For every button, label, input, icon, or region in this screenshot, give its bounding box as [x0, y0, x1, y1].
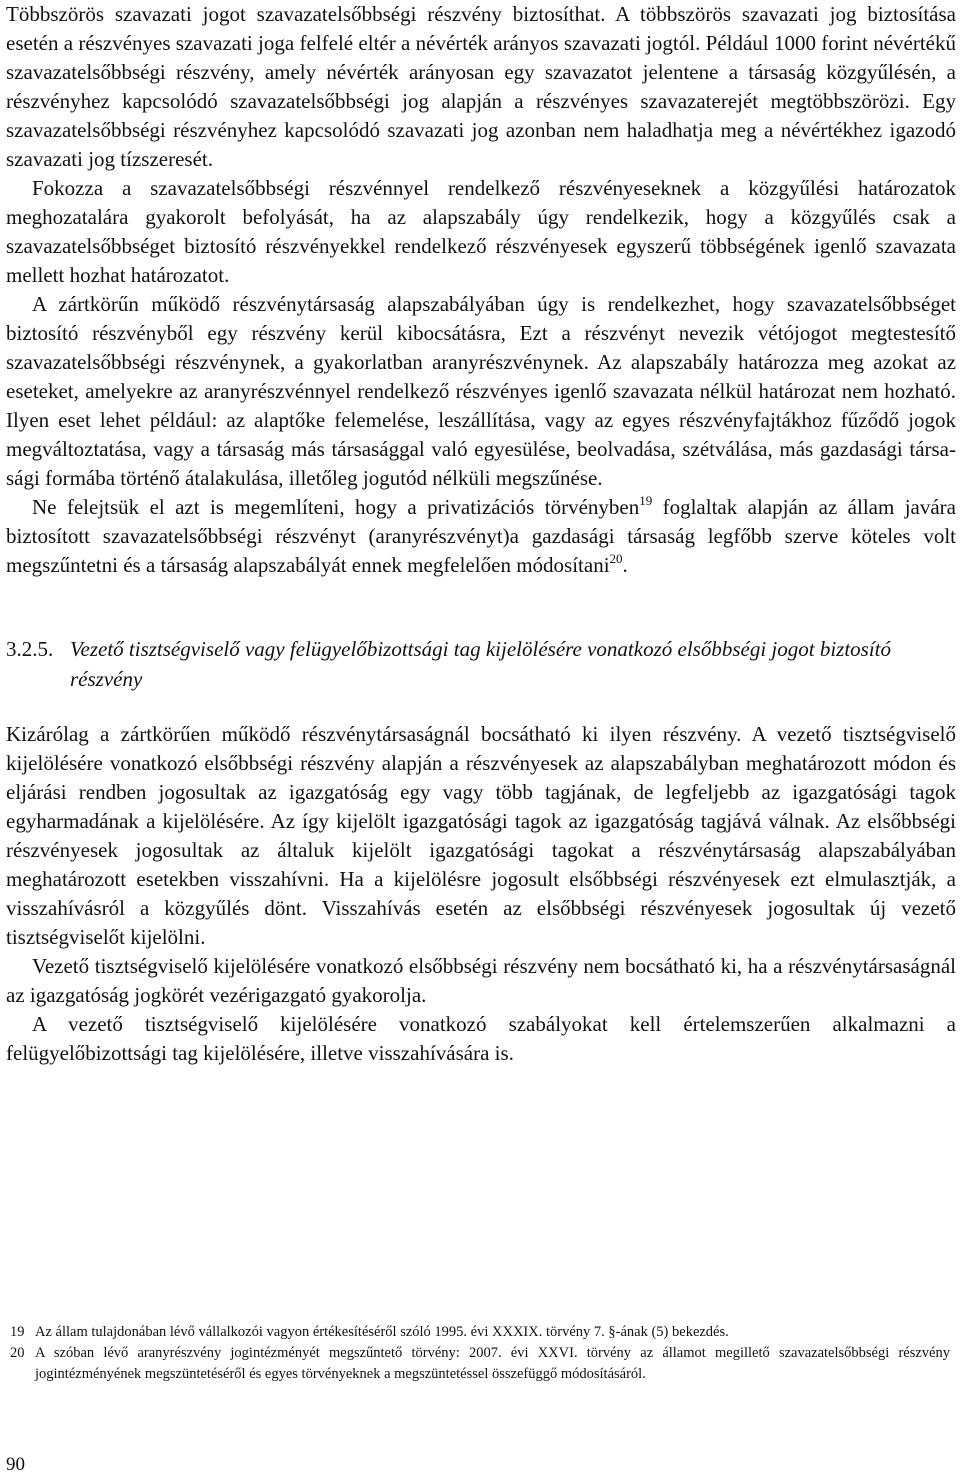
footnote-20 — [10, 1343, 950, 1385]
privatization-text-part1: Ne felejtsük el azt is megemlíteni, hogy a privatizációs törvényben — [32, 495, 640, 519]
paragraph-supervisory-board: A vezető tisztségviselő kijelölésére vonatkozó szabályokat kell értelemszerűen alkalmazni a felügyelőbizottsági tag kijelölésére, illetve visszahívására is. — [6, 1012, 956, 1065]
footnote-ref-19[interactable]: 19 — [639, 493, 653, 508]
paragraph-privatization-law — [6, 493, 956, 580]
footnote-number: 20 — [10, 1345, 25, 1361]
section-title: Vezető tisztségviselő vagy felügyelőbizottsági tag kijelölésére vonatkozó elsőbbségi jogot biztosító részvény — [70, 637, 892, 691]
privatization-text-part2: foglaltak alapján az állam javára biztosított szavazatelsőbbségi részvényt (aranyrészvényt)a gazdasági társaság legfőbb szerve köteles volt megszűntetni és a társaság alapszabályát ennek megfelelően módosítani — [6, 495, 956, 577]
section-heading — [6, 634, 956, 694]
paragraph-golden-share: A zártkörűn működő részvénytársaság alapszabályában úgy is rendelkezhet, hogy szavazatelsőbbséget biztosító részvényből egy részvény kerül kibocsátásra, Ezt a részvényt nevezik vétójogot megtestesítő szavazatelsőbbségi részvénynek, a gyakorlatban aranyrészvénynek. Az alapszabály határozza meg azokat az eseteket, amelyekre az aranyrészvénnyel rendelkező részvényes igenlő szavazata nélkül határozat nem hozható. Ilyen eset lehet például: az alaptőke felemelése, leszállítása, vagy az egyes részvényfajtákhoz fűződő jogok megváltoztatása, vagy a társaság más társasággal való egyesülése, beolvadása, szétválása, más gazdasági társasági formába történő átalakulása, illetőleg jogutód nélküli megszűnése. — [6, 292, 956, 490]
footnote-text: Az állam tulajdonában lévő vállalkozói vagyon értékesítéséről szóló 1995. évi XXXIX. törvény 7. §-ának (5) bekezdés. — [35, 1324, 729, 1340]
body-text-top — [6, 0, 956, 580]
document-page — [6, 0, 956, 1068]
footnote-ref-20[interactable]: 20 — [609, 551, 623, 566]
section-number: 3.2.5. — [6, 637, 54, 661]
paragraph-director-appointment: Kizárólag a zártkörűen működő részvénytársaságnál bocsátható ki ilyen részvény. A vezető tisztségviselő kijelölésére vonatkozó elsőbbségi részvény alapján a részvényesek az alapszabályban meghatározott módon és eljárási rendben jogosultak az igazgatóság egy vagy több tagjának, de legfeljebb az igazgatósági tagok egyharmadának a kijelölésére. Az így kijelölt igazgatósági tagok az igazgatóság tagjává válnak. Az elsőbbségi részvényesek jogosultak az általuk kijelölt igazgatósági tagokat a részvénytársaság alapszabályában meghatározott esetekben visszahívni. Ha a kijelölésre jogosult elsőbbségi részvényesek ezt elmulasztják, a visszahívásról a közgyűlés dönt. Visszahívás esetén az elsőbbségi részvényesek jogosultak új vezető tisztségviselőt kijelölni. — [6, 722, 956, 949]
footnote-number: 19 — [10, 1324, 25, 1340]
body-text-section — [6, 720, 956, 1068]
page-number: 90 — [6, 1454, 25, 1475]
paragraph-voting-preference-influence: Fokozza a szavazatelsőbbségi részvénnyel rendelkező részvényeseknek a közgyűlési határozatok meghozatalára gyakorolt befolyását, ha az alapszabály úgy rendelkezik, hogy a közgyűlés csak a szavazatelsőbbséget biztosító részvényekkel rendelkező részvényesek egyszerű többségének igenlő szavazata mellett hozhat határozatot. — [6, 176, 956, 287]
paragraph-multiple-voting-rights: Többszörös szavazati jogot szavazatelsőbbségi részvény biztosíthat. A többszörös szavazati jog biztosítása esetén a részvényes szavazati joga felfelé eltér a névérték arányos szavazati jogtól. Például 1000 forint névértékű szavazatelsőbbségi részvény, amely névérték arányosan egy szavazatot jelentene a társaság közgyűlésén, a részvényhez kapcsolódó szavazatelsőbbségi jog alapján a részvényes szavazaterejét megtöbbszörözi. Egy szavazatelsőbbségi részvényhez kapcsolódó szavazati jog azonban nem haladhatja meg a névértékhez igazodó szavazati jog tízszeresét. — [6, 2, 956, 171]
footnote-19 — [10, 1322, 950, 1343]
footnote-text: A szóban lévő aranyrészvény jogintézményét megszűntető törvény: 2007. évi XXVI. törvény az államot megillető szavazatelsőbbségi részvény jogintézményének megszüntetéséről és egyes törvényeknek a megszüntetéssel összefüggő módosításáról. — [35, 1345, 950, 1382]
privatization-text-part3: . — [622, 553, 628, 577]
paragraph-ceo-exception: Vezető tisztségviselő kijelölésére vonatkozó elsőbbségi részvény nem bocsátható ki, ha a részvénytársaságnál az igazgatóság jogkörét vezérigazgató gyakorolja. — [6, 954, 956, 1007]
footnotes — [10, 1322, 950, 1385]
